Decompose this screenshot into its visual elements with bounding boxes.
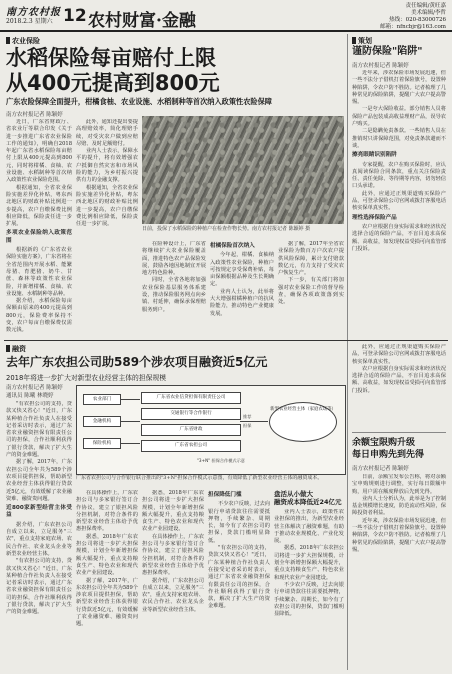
flow-box-finance: 广东省财政	[141, 424, 241, 436]
sidebar-continued	[352, 344, 446, 430]
flow-oval-business-entities: 新型农业经营主体（家庭农场等）	[269, 402, 337, 442]
paragraph: 下一步，有关部门将加强对农业保险工作的督导检查，确保各项政策落到实处。	[278, 277, 344, 306]
column-title: 盘活从小做大	[274, 490, 313, 498]
yuebao-column	[352, 474, 446, 669]
flow-connector	[120, 421, 140, 422]
masthead	[0, 0, 452, 32]
sidebar-column	[352, 70, 446, 336]
flow-connector	[120, 399, 140, 400]
subheading: 擦亮眼睛识别陷阱	[352, 152, 397, 159]
paragraph: 根据通知，全省农业保险实施差异化补贴，粤东西北地区的财政补贴比例进一步提高，农户自缴保费比例相应降低，保险责任进一步扩展。	[76, 184, 138, 228]
paragraph: 日前，余额宝发布公告称，将对余额宝申购规则进行调整，实行每日限额申购，用户需在额度释放后先到先得。	[352, 474, 446, 495]
flow-box-association: 广东省农业信贷担保有限责任公司	[141, 392, 241, 404]
flow-arrow-line	[240, 421, 268, 422]
paragraph: 根据新的《广东省农业保险实施方案》，广东省将在全省范围内开展水稻、能繁母猪、育肥猪、奶牛、甘蔗、森林等政策性农业保险，并新增柑橘、食柚、农业设施、水稻制种等品种。	[6, 247, 72, 297]
flow-connector	[120, 443, 140, 444]
section-tag-financing: 融资	[6, 344, 26, 354]
editor-info	[326, 3, 446, 31]
flow-note-guarantee: 担保	[243, 423, 252, 428]
lower-byline-2: 通讯员 陈曦 林晓婷	[6, 393, 54, 399]
byline: 南方农村报记者 陈颖婷	[6, 112, 63, 118]
subheading: 近800家新型经营主体受益	[6, 505, 72, 519]
paragraph: 在险种设计上，广东省将继续扩大农业保险覆盖面，推进特色农产品保险发展，鼓励各地因地制宜开展地方特色险种。	[142, 241, 206, 277]
lower-headline: 去年广东农担公司助589个涉农项目融资近5亿元	[6, 355, 268, 369]
lower-byline: 南方农村报记者 陈颖婷	[6, 385, 63, 391]
paragraph: 据了解，2017年，广东农担公司全年共为589个涉农项目提供担保，帮助新型农业经营主体获得银行贷款近5亿元，有效缓解了农业融资难、融资贵问题。	[6, 459, 72, 502]
paragraph: 据了解，2017年全省农业保险为数百万户次农户提供风险保障，累计支付赔款数亿元，有力支持了受灾农户恢复生产。	[278, 241, 344, 277]
editor-line: 热线：020-83000726	[389, 17, 446, 23]
paragraph: 据悉，2018年广东农担公司将进一步扩大担保规模，计划全年新增担保额大幅提升，重点支持粮食生产、特色农业和现代农业产业园建设。	[142, 490, 204, 533]
page-title: 农村财富·金融	[88, 11, 196, 31]
editor-line: 邮箱：nfncbjr@163.com	[380, 24, 446, 30]
paragraph: 农户应根据自身实际需求和经济状况选择合适的保险产品，不盲目追求高保额、高收益，如发现权益受损可向监管部门投诉。	[352, 223, 446, 252]
subheading: 担保降低门槛	[208, 492, 242, 498]
lower-column-5	[274, 509, 344, 669]
page-number: 12	[63, 6, 87, 26]
paragraph: 在具体操作上，广东农担公司与多家银行签订合作协议，建立了银担风险分担机制，对符合条件的新型农业经营主体给予优惠担保费率。	[76, 490, 138, 533]
paragraph: 近年来，涉农保险市场发展迅速，但一些不法分子借机打着保险旗号，设置种种陷阱，令农户防不胜防。记者梳理了几种常见的保险陷阱，提醒广大农户提高警惕。	[352, 517, 446, 553]
flow-box-bank: 交通银行等合作银行	[141, 408, 241, 420]
paragraph: 据悉，2018年广东农担公司将进一步扩大担保规模，计划全年新增担保额大幅提升，重点支持粮食生产、特色农业和现代农业产业园建设。	[274, 545, 344, 581]
section-divider	[4, 340, 448, 341]
paragraph: "有农担公司的支持，贷款又快又省心！"近日，广东某种植合作社负责人在接受记者采访时表示，通过广东省农业融资担保有限责任公司的担保，合作社顺利获得了银行贷款，解决了扩大生产的资金难题。	[6, 401, 72, 459]
flow-box-left-2: 金融机构	[83, 416, 121, 427]
article-column-1	[6, 119, 72, 337]
column-subtitle: 融资成本降低近24亿元	[274, 498, 342, 506]
flow-note-recommend: 推荐	[243, 414, 252, 419]
flow-box-left-3: 保险机构	[83, 438, 121, 449]
issue-date: 2018.2.3 星期六	[6, 18, 53, 25]
paragraph: 据介绍，广东农担公司自成立以来，立足服务"三农"，重点支持家庭农场、农民合作社、农业龙头企业等新型农业经营主体。	[142, 577, 204, 613]
sidebar-headline: 谨防保险"陷阱"	[352, 46, 423, 57]
article-column-2	[76, 119, 138, 337]
flow-box-left-1: 农业部门	[83, 394, 121, 405]
yuebao-headline-1: 余额宝限购升级	[352, 438, 416, 448]
yuebao-byline: 南方农村报记者 陈颖婷	[352, 466, 409, 472]
paragraph: 不少农户反映，过去向银行申请贷款往往需要抵押物，手续繁杂、周期长，如今有了农担公司的担保，贷款门槛明显降低。	[208, 501, 270, 544]
flow-box-guarantee-company: 广东省农担公司	[141, 440, 241, 452]
paragraph: 根据通知，全省农业保险实施差异化补贴，粤东西北地区的财政补贴比例进一步提高，农户自缴保费比例相应降低，保险责任进一步扩展。	[6, 184, 72, 228]
paragraph: 据悉，2018年广东农担公司将进一步扩大担保规模，计划全年新增担保额大幅提升，重点支持粮食生产、特色农业和现代农业产业园建设。	[76, 533, 138, 577]
paragraph: 近日，广东省财政厅、省农业厅等联合印发《关于进一步推进广东省农业保险工作的通知》，明确自2018年起广东省水稻保险每亩赔付上限从400元提高到800元，同时将柑橘、食柚、农业设施、水稻制种等首次纳入政策性农业保险范围。	[6, 119, 72, 184]
paragraph: 据介绍，水稻保险每亩保额由原来的400元提高到800元，保险费率保持不变，农户每亩自缴保费仅需数元钱。	[6, 298, 72, 334]
lower-column-2	[76, 490, 138, 669]
paragraph: 业内人士认为，此举将大大增强柑橘种植户的抗风险能力，推动特色产业健康发展。	[210, 288, 274, 317]
paragraph: 近年来，涉农保险市场发展迅速，但一些不法分子借机打着保险旗号，设置种种陷阱，令农户防不胜防。记者梳理了几种常见的保险陷阱，提醒广大农户提高警惕。	[352, 70, 446, 106]
yuebao-headline-2: 每日申购先到先得	[352, 450, 425, 460]
section-tag-planning: 策划	[352, 36, 372, 46]
lower-column-3	[142, 490, 204, 669]
headline-line-2: 从400元提高到800元	[6, 71, 220, 95]
paragraph: 业内人士分析认为，此举是为了控制基金规模增长速度，防范流动性风险，保障投资者利益。	[352, 495, 446, 517]
paragraph: 在具体操作上，广东农担公司与多家银行签订合作协议，建立了银担风险分担机制，对符合条件的新型农业经营主体给予优惠担保费率。	[142, 533, 204, 577]
paragraph: 此外，应通过正规渠道购买保险产品，可登录保险公司官网或拨打客服电话核实保单真实性。	[352, 344, 446, 365]
paragraph: 此外，通知还提出要提高理赔效率，简化理赔手续，对受灾农户做到应赔尽赔、及时足额赔付。	[76, 119, 138, 147]
guarantee-flow-diagram	[76, 385, 346, 475]
paragraph: 此外，应通过正规渠道购买保险产品，可登录保险公司官网或拨打客服电话核实保单真实性。	[352, 190, 446, 212]
editor-line: 责任编辑/黄旺嘉	[405, 3, 446, 9]
paragraph: 二是隐瞒免责条款。一些销售人员在推销时只讲保障范围，对免责条款避而不谈。	[352, 128, 446, 149]
subheading: 理性选择保险产品	[352, 214, 397, 221]
paragraph: 业内人士表示，保障水平的提升，将有效增强农户抵御自然灾害和市场风险的能力，为乡村振兴提供有力的金融支撑。	[76, 148, 138, 184]
article-column-5	[278, 241, 344, 337]
sidebar-divider	[352, 432, 446, 433]
paragraph: 不少农户反映，过去向银行申请贷款往往需要抵押物，手续繁杂、周期长，如今有了农担公司的担保，贷款门槛明显降低。	[274, 581, 344, 618]
section-tag-insurance: 农业保险	[6, 36, 40, 46]
lower-subheadline: 2018年将进一步扩大对新型农业经营主体的担保规模	[6, 374, 167, 382]
flow-diagram-title: "3+N" 担保合作模式示意	[197, 458, 245, 463]
paragraph: "有农担公司的支持，贷款又快又省心！"近日，广东某种植合作社负责人在接受记者采访时表示，通过广东省农业融资担保有限责任公司的担保，合作社顺利获得了银行贷款，解决了扩大生产的资金难题。	[208, 545, 270, 610]
diagram-caption: 广东省农担公司与合作银行联合推出的"3+N"担保合作模式示意图，有效降低了新型农业经营主体的融资成本。	[76, 475, 323, 481]
subheading: 柑橘保险首次纳入	[210, 243, 255, 249]
crop-photo	[142, 116, 344, 224]
paragraph: 业内人士表示，政策性农业担保的推出，为新型农业经营主体解决了融资难题，有助于推动农业规模化、产业化发展。	[274, 509, 344, 545]
headline-line-1: 水稻保险每亩赔付上限	[6, 46, 216, 70]
lower-column-4	[208, 490, 270, 669]
paragraph: 今年起，柑橘、食柚纳入政策性农业保险，种植户可按规定享受保费补贴，每亩保额根据品种及生长期确定。	[210, 252, 274, 288]
paragraph: 专家提醒，农户在购买保险时，应认真阅读保险合同条款，重点关注保险责任、责任免除、等待期等内容，切勿轻信口头承诺。	[352, 161, 446, 190]
photo-caption: 日前，投保了水稻保险的种植户在检查作物长势。南方农村报记者 陈颖婷 摄	[142, 226, 311, 232]
paragraph: "有农担公司的支持，贷款又快又省心！"近日，广东某种植合作社负责人在接受记者采访时表示，通过广东省农业融资担保有限责任公司的担保，合作社顺利获得了银行贷款，解决了扩大生产的资金难题。	[6, 558, 72, 616]
paragraph: 一是夸大保险收益。部分销售人员将保险产品包装成高收益理财产品，误导农户购买。	[352, 106, 446, 128]
article-column-4	[210, 241, 274, 337]
paragraph: 同时，全省各地将加强农业保险基层服务体系建设，推动保险服务网点向乡镇、村延伸，确保承保理赔服务到户。	[142, 277, 206, 313]
article-column-3	[142, 241, 206, 337]
subheadline: 广东农险保障全面提升，柑橘食柚、农业设施、水稻制种等首次纳入政策性农险保障	[6, 97, 272, 106]
sidebar-byline: 南方农村报记者 陈颖婷	[352, 63, 409, 69]
paper-name: 南方农村报	[6, 7, 61, 18]
editor-line: 美术编辑/李哲	[411, 10, 446, 16]
lower-column-5-header	[274, 490, 344, 506]
column-divider	[347, 34, 348, 670]
paragraph: 据了解，2017年，广东农担公司全年共为589个涉农项目提供担保，帮助新型农业经营主体获得银行贷款近5亿元，有效缓解了农业融资难、融资贵问题。	[76, 577, 138, 628]
lower-column-1	[6, 401, 72, 669]
subheading: 多项农业保险纳入政策范围	[6, 230, 72, 244]
paragraph: 据介绍，广东农担公司自成立以来，立足服务"三农"，重点支持家庭农场、农民合作社、农业龙头企业等新型农业经营主体。	[6, 521, 72, 557]
paragraph: 农户应根据自身实际需求和经济状况选择合适的保险产品，不盲目追求高保额、高收益，如发现权益受损可向监管部门投诉。	[352, 365, 446, 394]
